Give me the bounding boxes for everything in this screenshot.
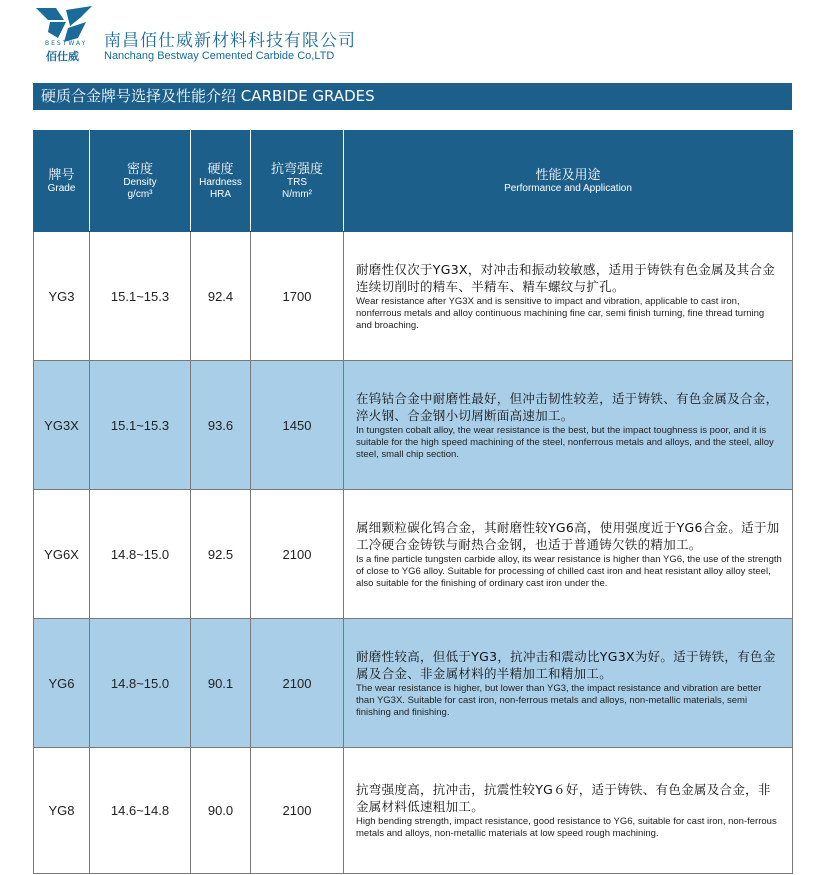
cell-trs: 1450 bbox=[251, 361, 344, 490]
performance-en: Is a fine particle tungsten carbide alloy, its wear resistance is higher than YG6, the use of the strength of close to YG6 alloy. Suitable for processing of chilled cast iron and heat resistant alloy alloy steel, also suitable for the finishing of ordinary cast iron under the. bbox=[356, 553, 782, 589]
cell-hardness: 93.6 bbox=[191, 361, 251, 490]
cell-grade: YG3X bbox=[34, 361, 90, 490]
cell-grade: YG8 bbox=[34, 748, 90, 874]
performance-en: In tungsten cobalt alloy, the wear resistance is the best, but the impact toughness is poor, and it is suitable for the high speed machining of the steel, nonferrous metals and alloys, and the steel, alloy steel, small chip section. bbox=[356, 424, 774, 460]
cell-performance bbox=[344, 361, 793, 490]
performance-cn: 耐磨性较高，但低于YG3，抗冲击和震动比YG3X为好。适于铸铁，有色金属及合金、非金属材料的半精加工和精加工。 bbox=[356, 648, 776, 681]
company-name-cn: 南昌佰仕威新材料科技有限公司 bbox=[104, 31, 356, 51]
cell-trs: 2100 bbox=[251, 619, 344, 748]
performance-en: High bending strength, impact resistance, good resistance to YG6, suitable for cast iron, non-ferrous metals and alloys, non-metallic materials at low speed rough machining. bbox=[356, 816, 777, 839]
cell-density: 14.6~14.8 bbox=[90, 748, 191, 874]
cell-performance bbox=[344, 490, 793, 619]
page-header bbox=[0, 0, 829, 82]
cell-trs: 2100 bbox=[251, 748, 344, 874]
logo-text-en: BESTWAY bbox=[45, 40, 88, 47]
performance-en: The wear resistance is higher, but lower than YG3, the impact resistance and vibration are better than YG3X. Suitable for cast iron, non-ferrous metals and alloys, non-metallic materials, semi finishing and finishing. bbox=[356, 682, 762, 718]
header-hardness: 硬度 Hardness HRA bbox=[191, 131, 251, 232]
cell-hardness: 92.5 bbox=[191, 490, 251, 619]
table-row bbox=[34, 619, 793, 748]
cell-performance bbox=[344, 619, 793, 748]
logo-text-cn: 佰仕威 bbox=[46, 50, 79, 63]
cell-performance bbox=[344, 748, 793, 874]
header-density: 密度 Density g/cm³ bbox=[90, 131, 191, 232]
cell-grade: YG3 bbox=[34, 232, 90, 361]
cell-density: 14.8~15.0 bbox=[90, 490, 191, 619]
header-trs: 抗弯强度 TRS N/mm² bbox=[251, 131, 344, 232]
cell-density: 15.1~15.3 bbox=[90, 361, 191, 490]
header-grade: 牌号 Grade bbox=[34, 131, 90, 232]
performance-cn: 属细颗粒碳化钨合金，其耐磨性较YG6高，使用强度近于YG6合金。适于加工冷硬合金铸铁与耐热合金钢，也适于普通铸欠铁的精加工。 bbox=[356, 519, 780, 552]
cell-density: 14.8~15.0 bbox=[90, 619, 191, 748]
cell-grade: YG6 bbox=[34, 619, 90, 748]
performance-cn: 耐磨性仅次于YG3X，对冲击和振动较敏感，适用于铸铁有色金属及其合金连续切削时的精车、半精车、精车螺纹与扩孔。 bbox=[356, 261, 776, 294]
company-name-en: Nanchang Bestway Cemented Carbide Co,LTD bbox=[104, 50, 335, 62]
cell-density: 15.1~15.3 bbox=[90, 232, 191, 361]
carbide-grades-table bbox=[33, 130, 793, 874]
cell-grade: YG6X bbox=[34, 490, 90, 619]
cell-hardness: 92.4 bbox=[191, 232, 251, 361]
table-row bbox=[34, 748, 793, 874]
cell-trs: 2100 bbox=[251, 490, 344, 619]
cell-hardness: 90.1 bbox=[191, 619, 251, 748]
header-performance: 性能及用途 Performance and Application bbox=[344, 131, 793, 232]
performance-cn: 在钨钴合金中耐磨性最好，但冲击韧性较差，适于铸铁、有色金属及合金，淬火钢、合金钢小切屑断面高速加工。 bbox=[356, 390, 779, 423]
table-row bbox=[34, 490, 793, 619]
cell-performance bbox=[344, 232, 793, 361]
performance-en: Wear resistance after YG3X and is sensitive to impact and vibration, applicable to cast iron, nonferrous metals and alloy continuous machining fine car, semi finish turning, fine thread turning and broaching. bbox=[356, 295, 765, 331]
table-row bbox=[34, 232, 793, 361]
cell-hardness: 90.0 bbox=[191, 748, 251, 874]
performance-cn: 抗弯强度高，抗冲击，抗震性较YG６好，适于铸铁、有色金属及合金，非金属材料低速粗加工。 bbox=[356, 782, 771, 814]
cell-trs: 1700 bbox=[251, 232, 344, 361]
section-title: 硬质合金牌号选择及性能介绍 CARBIDE GRADES bbox=[33, 83, 792, 110]
table-row bbox=[34, 361, 793, 490]
table-header-row bbox=[34, 131, 793, 232]
